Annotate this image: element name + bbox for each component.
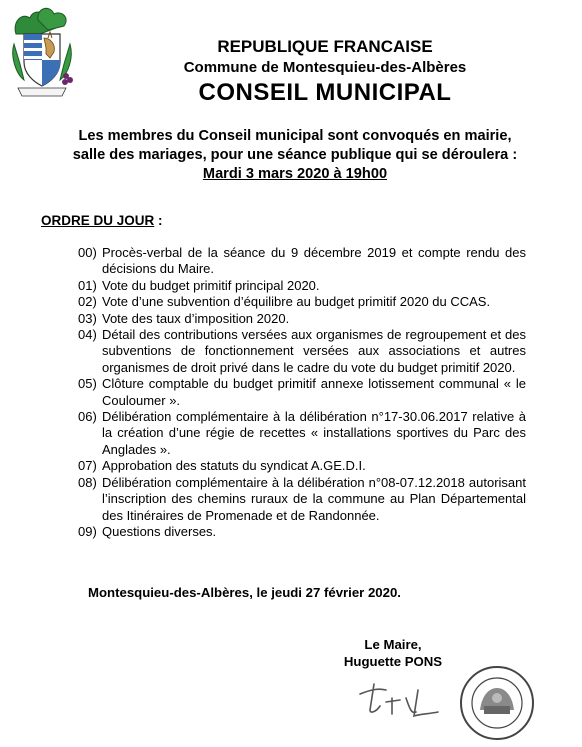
meeting-date: Mardi 3 mars 2020 à 19h00 bbox=[202, 166, 388, 182]
mairie-stamp-icon bbox=[458, 664, 536, 742]
signatory-block bbox=[338, 636, 448, 670]
agenda-item: 00) Procès-verbal de la séance du 9 décembre 2019 et compte rendu des décisions du Maire. bbox=[78, 245, 526, 277]
agenda-item: 08) Délibération complémentaire à la délibération n°08-07.12.2018 autorisant l’inscription des chemins ruraux de la commune au Plan Départemental des Itinéraires de Promenade et de Randonnée. bbox=[78, 474, 526, 523]
convocation-intro bbox=[30, 127, 560, 184]
header-republic: REPUBLIQUE FRANCAISE bbox=[217, 37, 433, 56]
coat-of-arms-logo bbox=[10, 4, 74, 104]
signatory-title: Le Maire, bbox=[364, 637, 422, 652]
intro-line-2: salle des mariages, pour une séance publique qui se déroulera : bbox=[72, 147, 518, 163]
agenda-list bbox=[78, 245, 526, 540]
agenda-item: 09) Questions diverses. bbox=[78, 523, 217, 539]
agenda-item: 04) Détail des contributions versées aux organismes de regroupement et des subventions de fonctionnement versées aux associations et autres organismes de droit privé dans le cadre du vote du budget primitif 2020. bbox=[78, 327, 526, 375]
signed-place-date: Montesquieu-des-Albères, le jeudi 27 février 2020. bbox=[88, 585, 401, 600]
handwritten-signature-icon bbox=[356, 680, 446, 722]
header-commune: Commune de Montesquieu-des-Albères bbox=[183, 59, 467, 76]
agenda-item: 07) Approbation des statuts du syndicat A.GE.D.I. bbox=[78, 458, 366, 474]
agenda-item: 05) Clôture comptable du budget primitif annexe lotissement communal « le Couloumer ». bbox=[78, 376, 526, 408]
ordre-du-jour-title: ORDRE DU JOUR : bbox=[41, 213, 163, 228]
signatory-name: Huguette PONS bbox=[343, 654, 443, 669]
agenda-item: 06) Délibération complémentaire à la délibération n°17-30.06.2017 relative à la création d’une régie de recettes « installations sportives du Parc des Anglades ». bbox=[78, 409, 526, 457]
agenda-item: 01) Vote du budget primitif principal 2020. bbox=[78, 277, 320, 293]
intro-line-1: Les membres du Conseil municipal sont convoqués en mairie, bbox=[78, 128, 512, 144]
agenda-item: 03) Vote des taux d’imposition 2020. bbox=[78, 310, 290, 326]
agenda-item: 02) Vote d’une subvention d’équilibre au budget primitif 2020 du CCAS. bbox=[78, 294, 491, 310]
header-conseil: CONSEIL MUNICIPAL bbox=[198, 79, 452, 106]
